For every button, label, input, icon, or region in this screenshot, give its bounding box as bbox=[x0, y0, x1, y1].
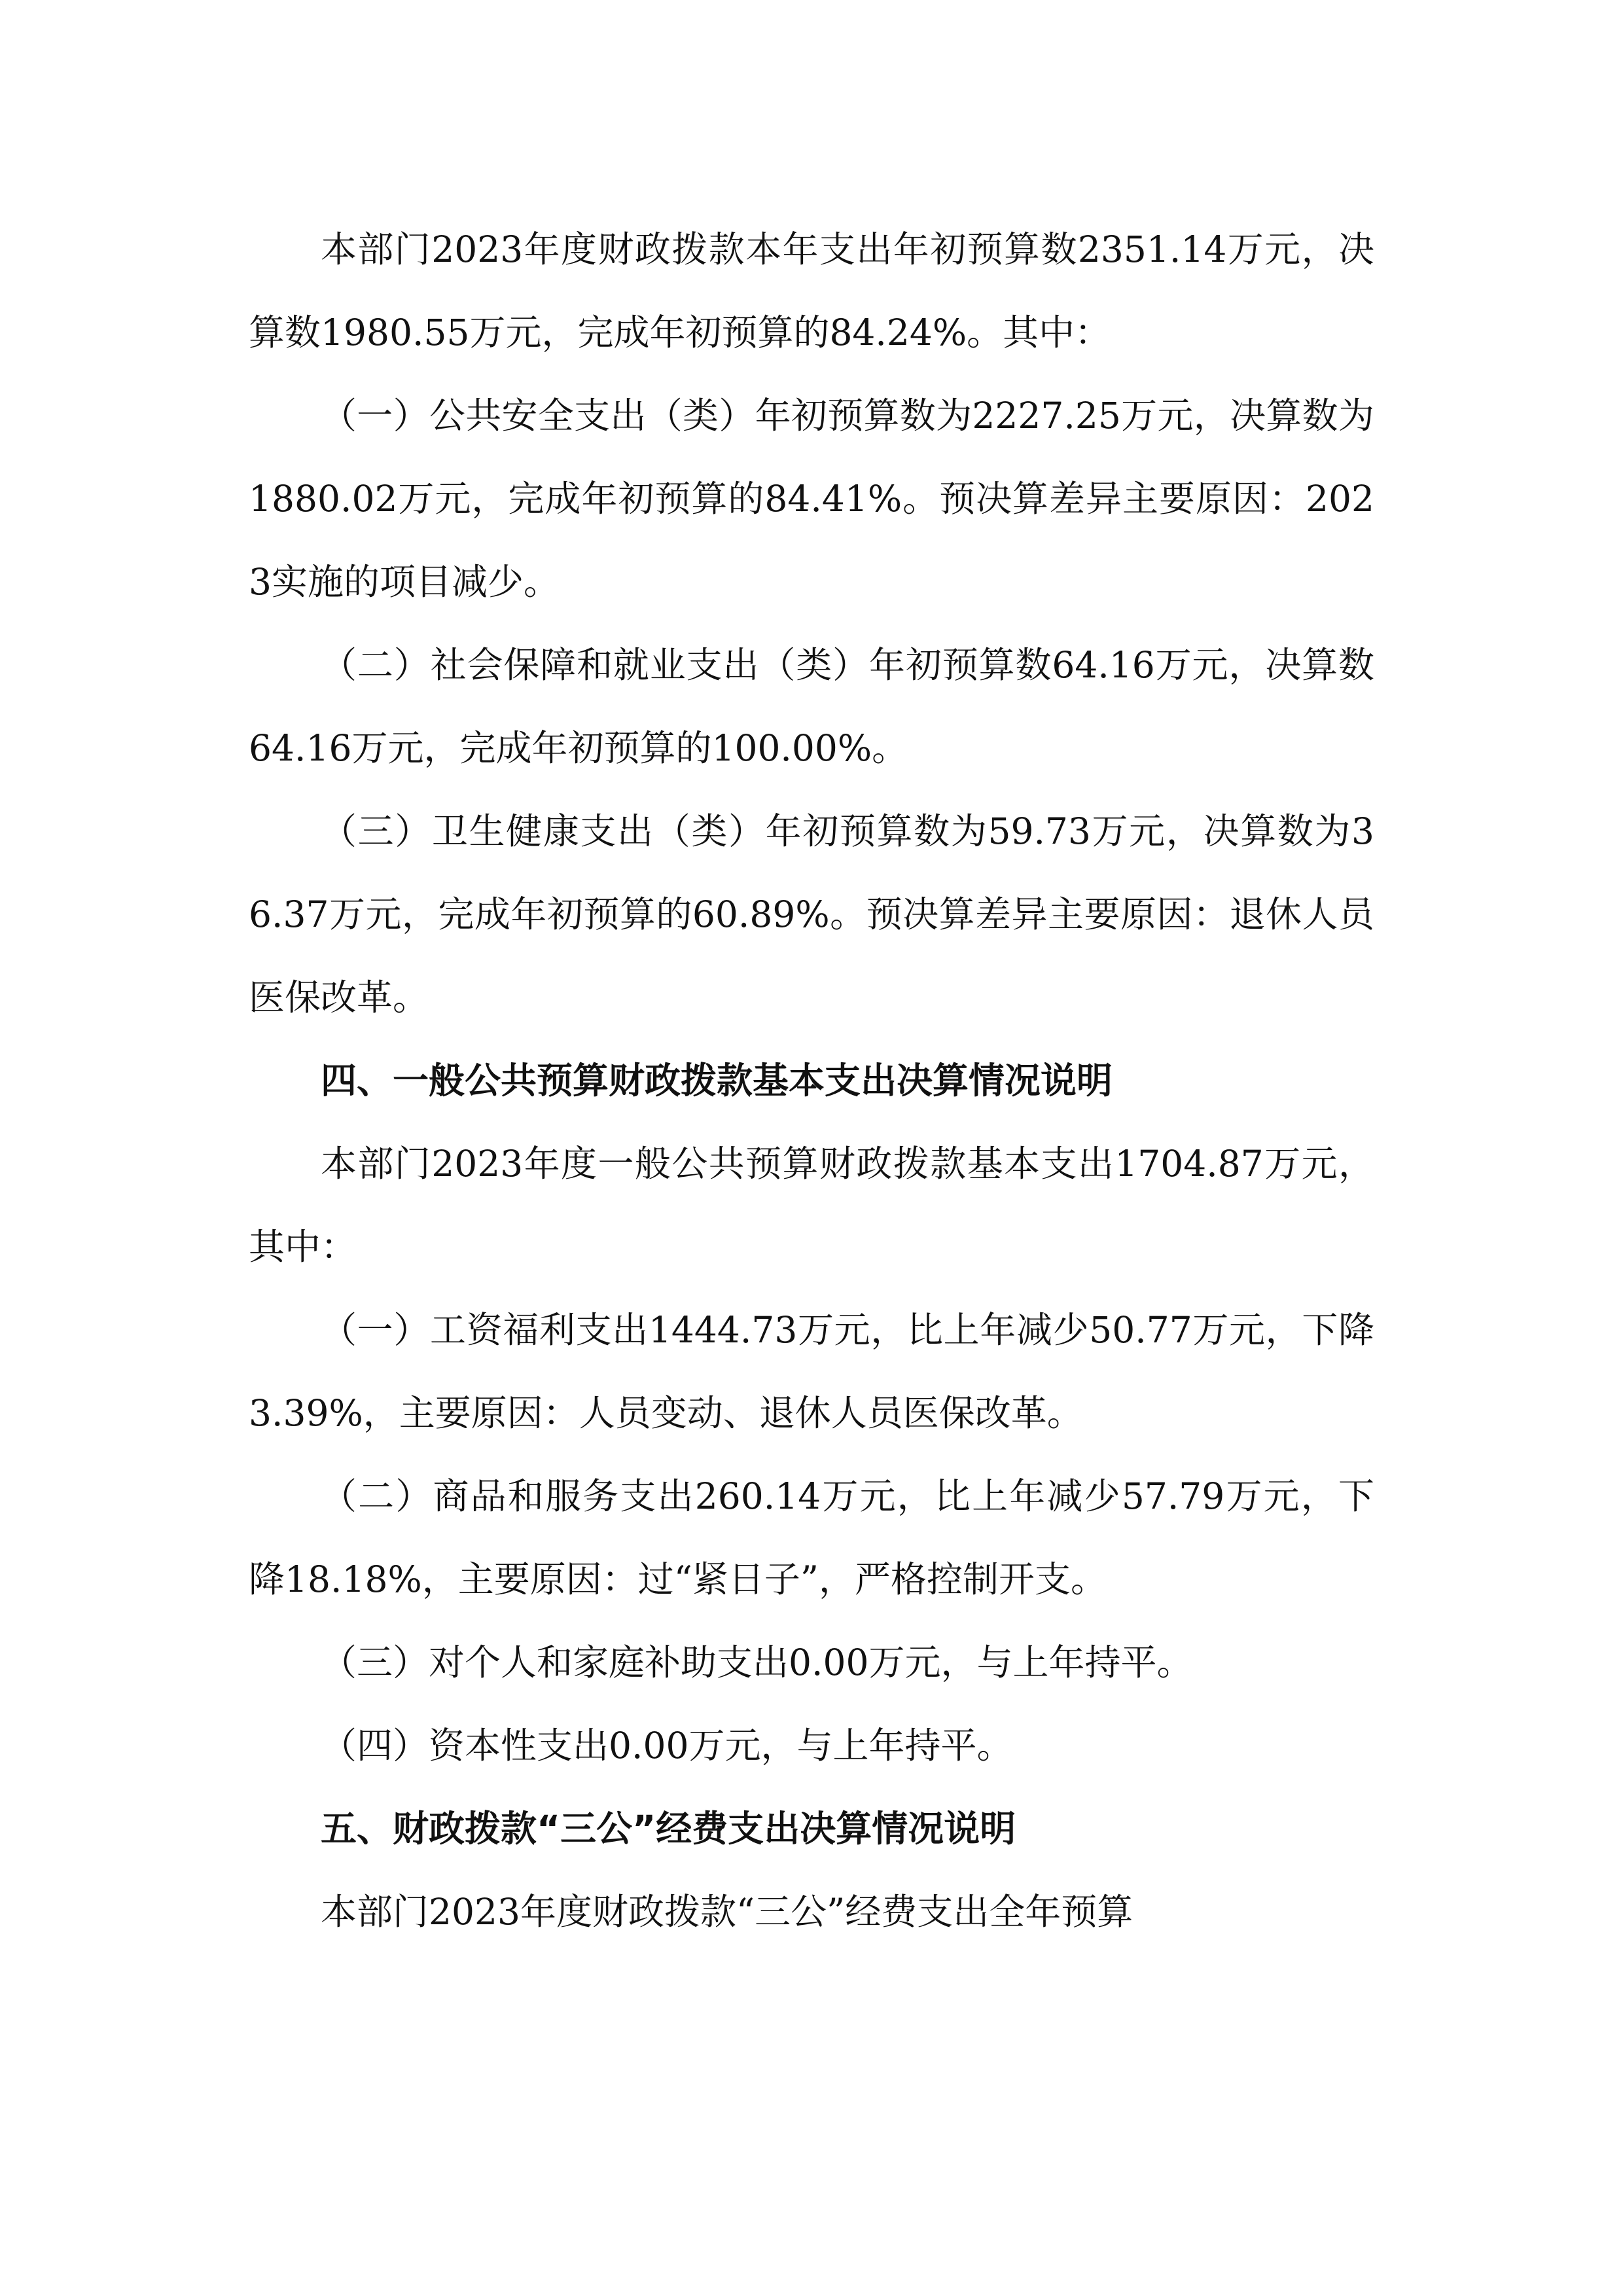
paragraph-public-security: （一）公共安全支出（类）年初预算数为2227.25万元，决算数为1880.02万元，完成年初预算的84.41%。预决算差异主要原因：2023实施的项目减少。 bbox=[249, 395, 1374, 603]
paragraph-capital-expenditure: （四）资本性支出0.00万元，与上年持平。 bbox=[321, 1725, 1013, 1767]
paragraph-salary-welfare: （一）工资福利支出1444.73万元，比上年减少50.77万元，下降3.39%，主要原因：人员变动、退休人员医保改革。 bbox=[249, 1309, 1374, 1434]
paragraph-social-security: （二）社会保障和就业支出（类）年初预算数64.16万元，决算数64.16万元，完成年初预算的100.00%。 bbox=[249, 644, 1374, 769]
paragraph-household-subsidy: （三）对个人和家庭补助支出0.00万元，与上年持平。 bbox=[321, 1641, 1193, 1683]
paragraph-three-public-funds: 本部门2023年度财政拨款“三公”经费支出全年预算 bbox=[321, 1891, 1133, 1933]
paragraph-goods-services: （二）商品和服务支出260.14万元，比上年减少57.79万元，下降18.18%，主要原因：过“紧日子”，严格控制开支。 bbox=[249, 1475, 1374, 1600]
paragraph-budget-summary: 本部门2023年度财政拨款本年支出年初预算数2351.14万元，决算数1980.55万元，完成年初预算的84.24%。其中： bbox=[249, 228, 1374, 353]
document-page bbox=[249, 208, 1374, 1954]
section-heading-5: 五、财政拨款“三公”经费支出决算情况说明 bbox=[321, 1808, 1016, 1850]
paragraph-health: （三）卫生健康支出（类）年初预算数为59.73万元，决算数为36.37万元，完成年初预算的60.89%。预决算差异主要原因：退休人员医保改革。 bbox=[249, 810, 1374, 1018]
paragraph-basic-expenditure: 本部门2023年度一般公共预算财政拨款基本支出1704.87万元，其中： bbox=[249, 1143, 1374, 1268]
section-heading-4: 四、一般公共预算财政拨款基本支出决算情况说明 bbox=[321, 1060, 1113, 1102]
